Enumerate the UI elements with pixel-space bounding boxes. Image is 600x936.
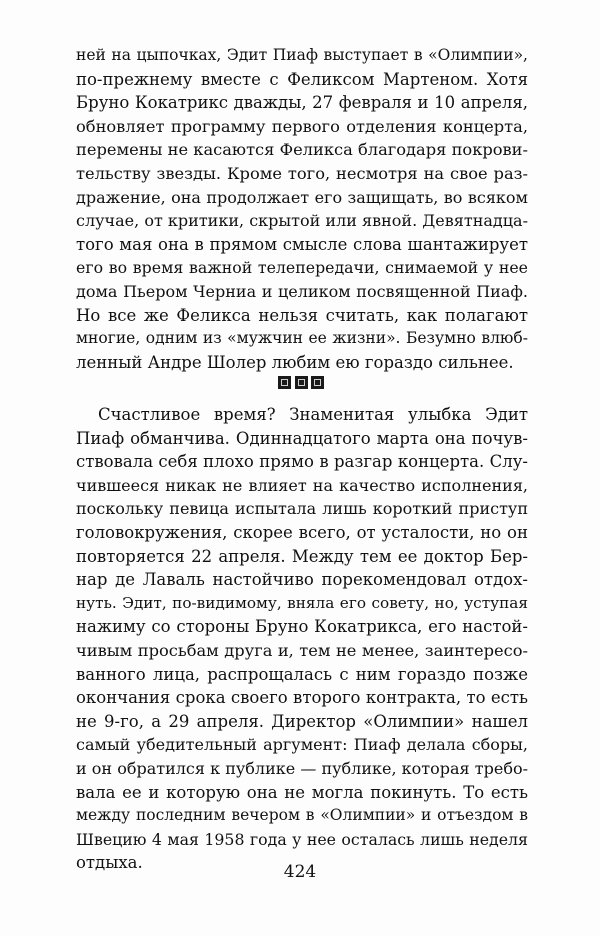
paragraph-1 <box>76 44 528 374</box>
text-line: дома Пьером Черниа и целиком посвященной Пиаф. <box>76 281 528 301</box>
text-line: вала ее и которую она не могла покинуть. То есть <box>76 782 528 802</box>
text-line: Бруно Кокатрикс дважды, 27 февраля и 10 апреля, <box>76 93 528 113</box>
section-separator <box>278 376 324 390</box>
text-line: многие, одним из «мужчин ее жизни». Безумно влюб- <box>76 329 528 348</box>
text-line: нажиму со стороны Бруно Кокатрикса, его настой- <box>76 617 528 637</box>
text-line: ванного лица, распрощалась с ним гораздо позже <box>76 664 528 684</box>
separator-square-icon <box>295 376 308 389</box>
text-line: Но все же Феликса нельзя считать, как полагают <box>76 305 528 325</box>
text-line: повторяется 22 апреля. Между тем ее доктор Бер- <box>76 546 528 566</box>
text-line: случае, от критики, скрытой или явной. Девятнадца- <box>76 211 528 231</box>
text-line: ней на цыпочках, Эдит Пиаф выступает в «Олимпии», <box>76 46 528 64</box>
text-line: чивым просьбам друга и, тем не менее, заинтересо- <box>76 640 528 660</box>
text-line: чившееся никак не влияет на качество исполнения, <box>76 475 528 495</box>
text-line: не 9-го, а 29 апреля. Директор «Олимпии» нашел <box>76 711 528 731</box>
text-line: по-прежнему вместе с Феликсом Мартеном. Хотя <box>76 69 528 89</box>
text-line: головокружения, скорее всего, от усталости, но он <box>76 522 528 542</box>
text-line: Счастливое время? Знаменитая улыбка Эдит <box>98 405 528 424</box>
text-line: ленный Андре Шолер любим ею гораздо сильнее. <box>76 352 514 372</box>
text-line: Пиаф обманчива. Одиннадцатого марта она почув- <box>76 428 528 448</box>
text-line: ствовала себя плохо прямо в разгар концерта. Слу- <box>76 452 528 472</box>
text-line: его во время важной телепередачи, снимаемой у нее <box>76 258 528 278</box>
paragraph-2 <box>76 403 528 875</box>
text-line: нуть. Эдит, по-видимому, вняла его совету, но, уступая <box>76 593 528 612</box>
text-line: самый убедительный аргумент: Пиаф делала сборы, <box>76 735 528 755</box>
separator-square-icon <box>278 376 291 389</box>
text-line: Швецию 4 мая 1958 года у нее осталась лишь неделя <box>76 829 528 849</box>
text-line: нар де Лаваль настойчиво порекомендовал отдох- <box>76 570 528 590</box>
text-line: окончания срока своего второго контракта, то есть <box>76 688 528 708</box>
text-line: поскольку певица испытала лишь короткий приступ <box>76 499 528 519</box>
text-line: отдыха. <box>76 853 143 873</box>
text-line: тельству звезды. Кроме того, несмотря на свое раз- <box>76 163 528 183</box>
page-number: 424 <box>283 862 317 882</box>
text-line: и он обратился к публике — публике, которая требо- <box>76 758 528 778</box>
separator-square-icon <box>311 376 324 389</box>
text-line: между последним вечером в «Олимпии» и отъездом в <box>76 806 528 825</box>
text-line: того мая она в прямом смысле слова шантажирует <box>76 234 528 254</box>
text-line: дражение, она продолжает его защищать, во всяком <box>76 187 528 207</box>
text-line: обновляет программу первого отделения концерта, <box>76 116 528 136</box>
text-line: перемены не касаются Феликса благодаря покрови- <box>76 140 528 160</box>
